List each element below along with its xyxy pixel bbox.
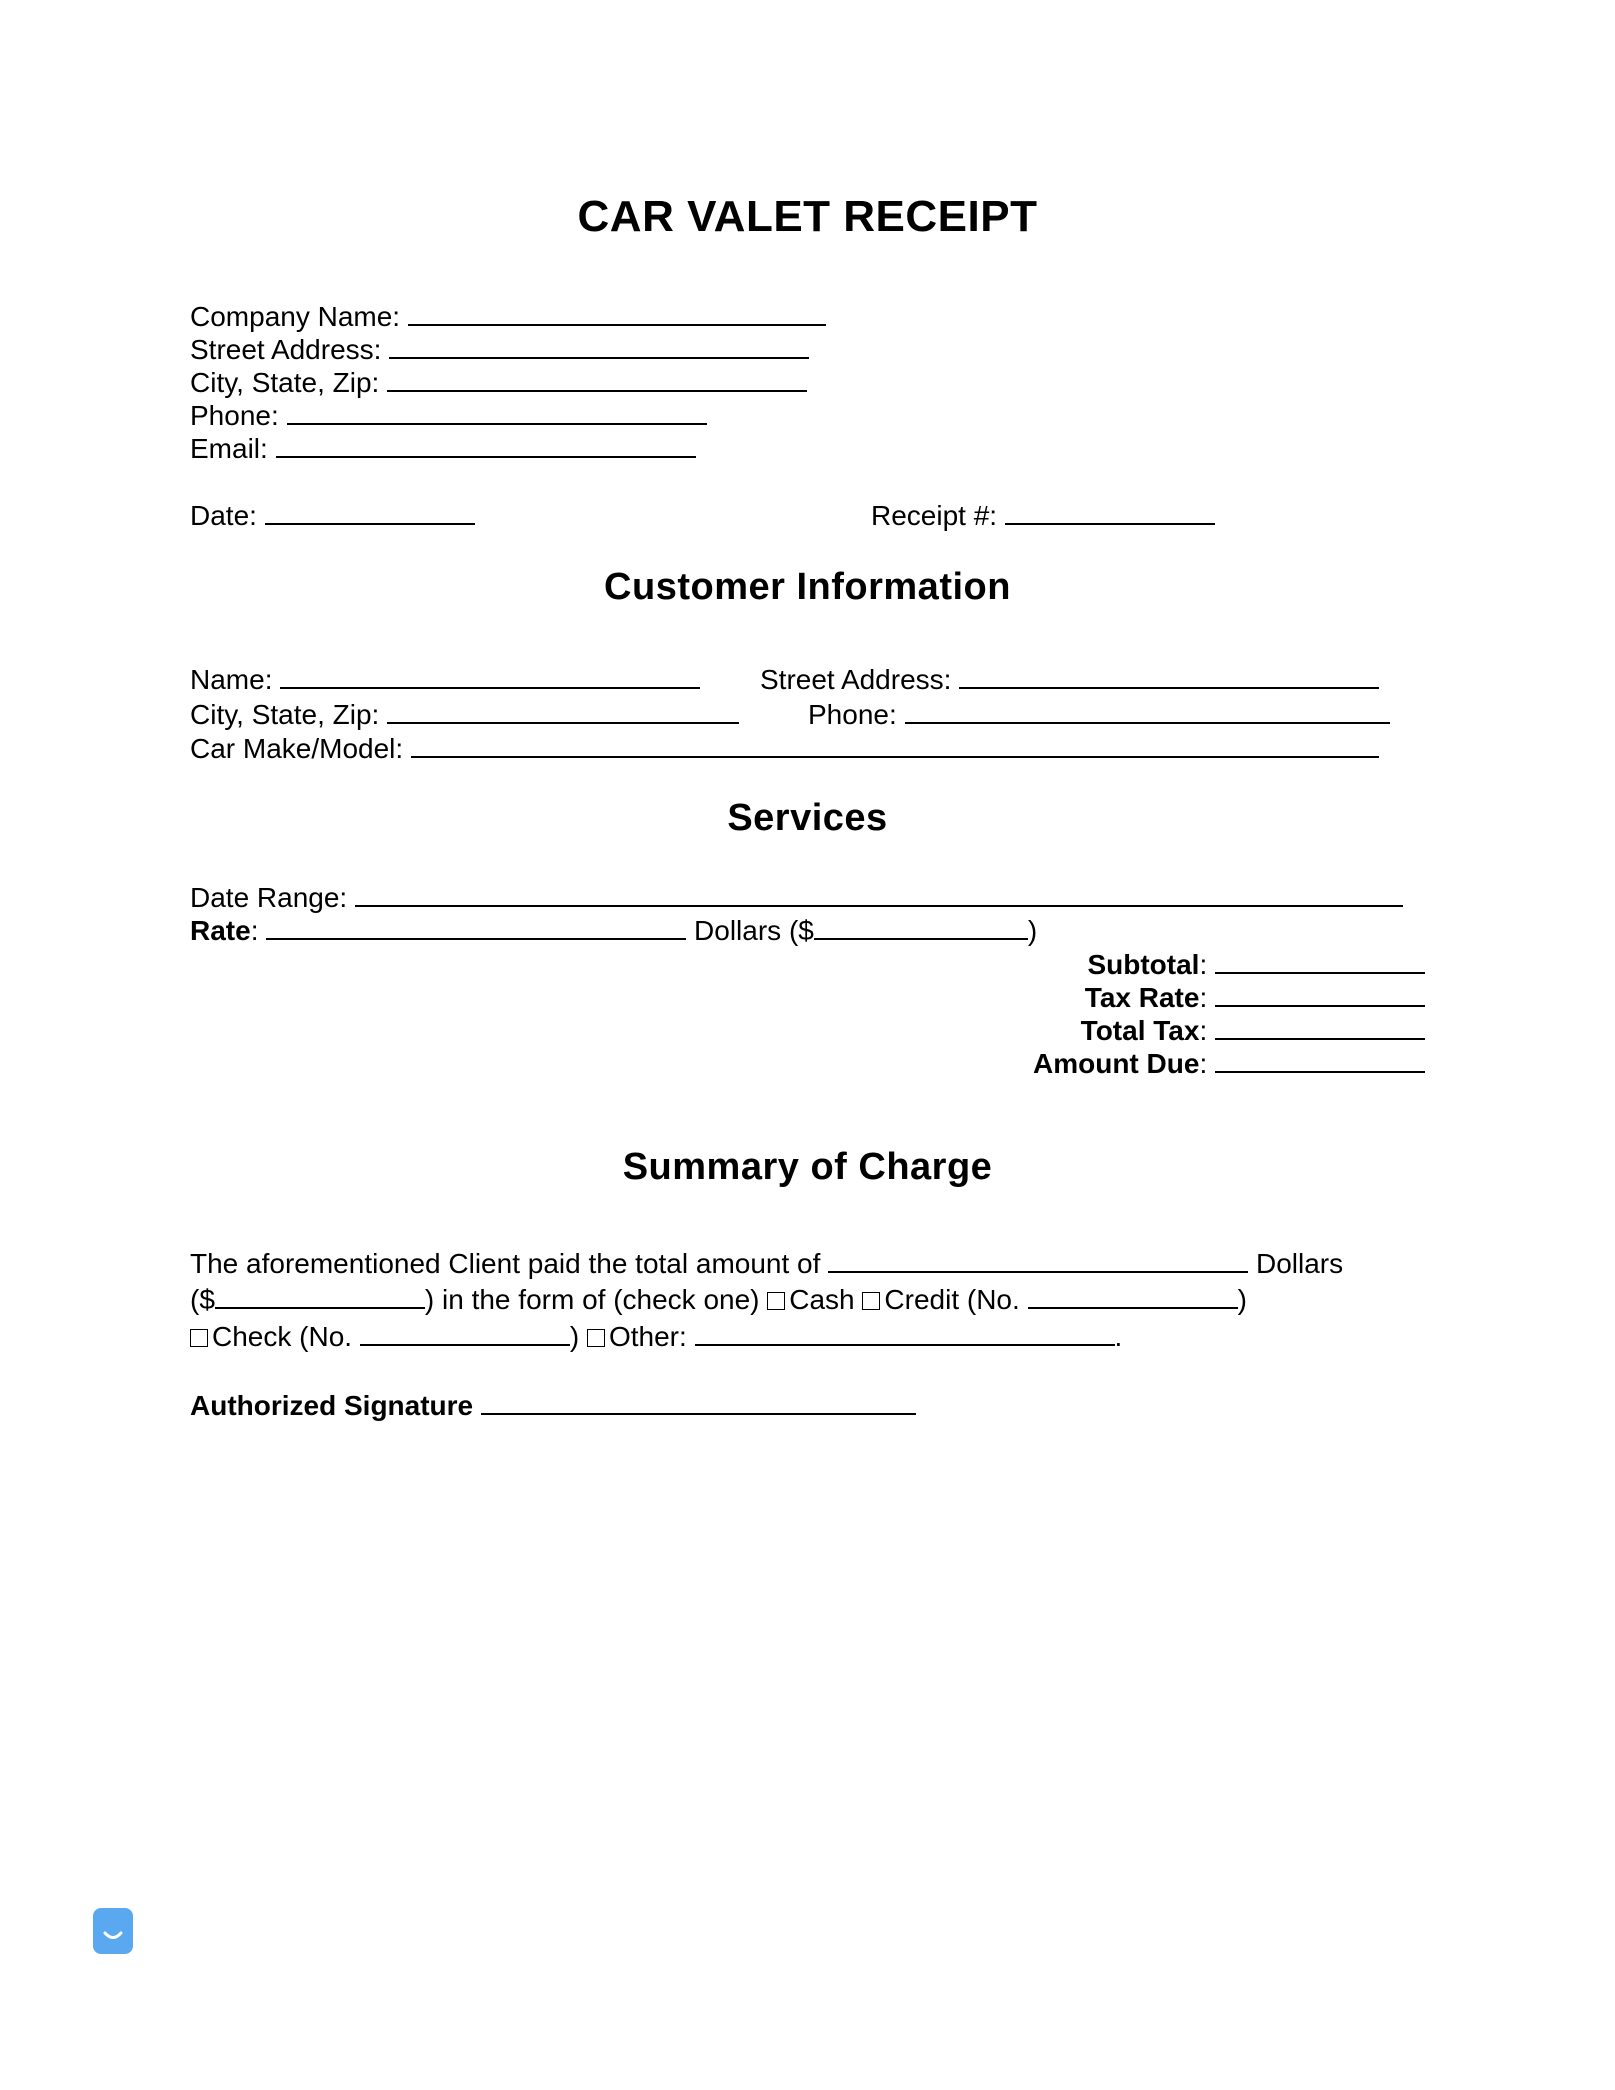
credit-label: Credit (No. bbox=[884, 1284, 1020, 1315]
check-number-field[interactable] bbox=[360, 1318, 570, 1346]
date-range-row bbox=[190, 879, 1403, 914]
receipt-number-row bbox=[871, 497, 1215, 532]
document-title: CAR VALET RECEIPT bbox=[577, 192, 1038, 241]
company-name-label: Company Name: bbox=[190, 301, 401, 332]
customer-city-field[interactable] bbox=[387, 696, 739, 724]
customer-phone-field[interactable] bbox=[905, 696, 1390, 724]
summary-line-1 bbox=[190, 1245, 1343, 1280]
company-name-field[interactable] bbox=[408, 298, 826, 326]
customer-phone-label: Phone: bbox=[808, 699, 897, 730]
rate-label: Rate bbox=[190, 915, 251, 946]
date-label: Date: bbox=[190, 500, 257, 531]
summary-paid-text: The aforementioned Client paid the total amount of bbox=[190, 1248, 821, 1279]
customer-name-row bbox=[190, 661, 700, 696]
tax-rate-row bbox=[1085, 979, 1425, 1014]
customer-street-row bbox=[760, 661, 1379, 696]
signature-row bbox=[190, 1387, 916, 1422]
customer-info-heading: Customer Information bbox=[604, 566, 1011, 608]
subtotal-row bbox=[1087, 946, 1425, 981]
rate-dollars-label: Dollars ($ bbox=[694, 915, 814, 946]
company-phone-label: Phone: bbox=[190, 400, 279, 431]
cash-label: Cash bbox=[789, 1284, 855, 1315]
subtotal-field[interactable] bbox=[1215, 946, 1425, 974]
customer-street-label: Street Address: bbox=[760, 664, 952, 695]
company-email-field[interactable] bbox=[276, 430, 696, 458]
date-range-label: Date Range: bbox=[190, 882, 348, 913]
company-name-row bbox=[190, 298, 826, 333]
company-phone-field[interactable] bbox=[287, 397, 707, 425]
customer-phone-row bbox=[808, 696, 1390, 731]
summary-form-text: ) in the form of (check one) bbox=[424, 1284, 760, 1315]
customer-name-label: Name: bbox=[190, 664, 273, 695]
subtotal-label: Subtotal bbox=[1087, 949, 1200, 980]
summary-heading: Summary of Charge bbox=[622, 1146, 993, 1188]
customer-street-field[interactable] bbox=[959, 661, 1379, 689]
car-make-model-row bbox=[190, 730, 1379, 765]
customer-city-row bbox=[190, 696, 739, 731]
services-heading: Services bbox=[727, 797, 888, 839]
date-field[interactable] bbox=[265, 497, 475, 525]
brand-logo-icon bbox=[93, 1908, 133, 1954]
signature-field[interactable] bbox=[481, 1387, 916, 1415]
company-email-label: Email: bbox=[190, 433, 268, 464]
total-tax-label: Total Tax bbox=[1080, 1015, 1200, 1046]
other-checkbox[interactable] bbox=[587, 1329, 605, 1347]
amount-due-row bbox=[1033, 1045, 1425, 1080]
date-row bbox=[190, 497, 475, 532]
car-make-model-field[interactable] bbox=[411, 730, 1379, 758]
rate-dollars-field[interactable] bbox=[814, 912, 1028, 940]
check-checkbox[interactable] bbox=[190, 1329, 208, 1347]
rate-colon: : bbox=[250, 915, 259, 946]
car-make-model-label: Car Make/Model: bbox=[190, 733, 404, 764]
tax-rate-label: Tax Rate bbox=[1084, 982, 1200, 1013]
other-label: Other: bbox=[608, 1321, 687, 1352]
summary-line-3 bbox=[190, 1318, 1122, 1353]
customer-name-field[interactable] bbox=[280, 661, 700, 689]
amount-due-field[interactable] bbox=[1215, 1045, 1425, 1073]
company-phone-row bbox=[190, 397, 707, 432]
amount-due-colon: : bbox=[1199, 1048, 1208, 1079]
total-tax-colon: : bbox=[1199, 1015, 1208, 1046]
amount-due-label: Amount Due bbox=[1033, 1048, 1200, 1079]
check-label: Check (No. bbox=[212, 1321, 353, 1352]
customer-city-label: City, State, Zip: bbox=[190, 699, 380, 730]
summary-dollars-label: Dollars bbox=[1255, 1248, 1344, 1279]
company-street-label: Street Address: bbox=[190, 334, 382, 365]
rate-row bbox=[190, 912, 1037, 947]
rate-close-paren: ) bbox=[1027, 915, 1038, 946]
total-tax-row bbox=[1081, 1012, 1425, 1047]
receipt-number-label: Receipt #: bbox=[871, 500, 998, 531]
tax-rate-colon: : bbox=[1199, 982, 1208, 1013]
smile-icon bbox=[93, 1908, 133, 1954]
check-close-paren: ) bbox=[569, 1321, 580, 1352]
total-tax-field[interactable] bbox=[1215, 1012, 1425, 1040]
company-city-label: City, State, Zip: bbox=[190, 367, 380, 398]
receipt-number-field[interactable] bbox=[1005, 497, 1215, 525]
tax-rate-field[interactable] bbox=[1215, 979, 1425, 1007]
summary-amount-field[interactable] bbox=[215, 1281, 425, 1309]
summary-open-paren: ($ bbox=[190, 1284, 215, 1315]
credit-checkbox[interactable] bbox=[862, 1292, 880, 1310]
cash-checkbox[interactable] bbox=[767, 1292, 785, 1310]
subtotal-colon: : bbox=[1199, 949, 1208, 980]
credit-number-field[interactable] bbox=[1028, 1281, 1238, 1309]
company-street-row bbox=[190, 331, 809, 366]
date-range-field[interactable] bbox=[355, 879, 1403, 907]
other-period: . bbox=[1114, 1321, 1123, 1352]
summary-amount-words-field[interactable] bbox=[828, 1245, 1248, 1273]
company-city-row bbox=[190, 364, 807, 399]
company-city-field[interactable] bbox=[387, 364, 807, 392]
credit-close-paren: ) bbox=[1237, 1284, 1247, 1315]
other-field[interactable] bbox=[695, 1318, 1115, 1346]
signature-label: Authorized Signature bbox=[190, 1390, 474, 1421]
company-email-row bbox=[190, 430, 696, 465]
rate-field[interactable] bbox=[266, 912, 686, 940]
summary-line-2 bbox=[190, 1281, 1247, 1316]
company-street-field[interactable] bbox=[389, 331, 809, 359]
